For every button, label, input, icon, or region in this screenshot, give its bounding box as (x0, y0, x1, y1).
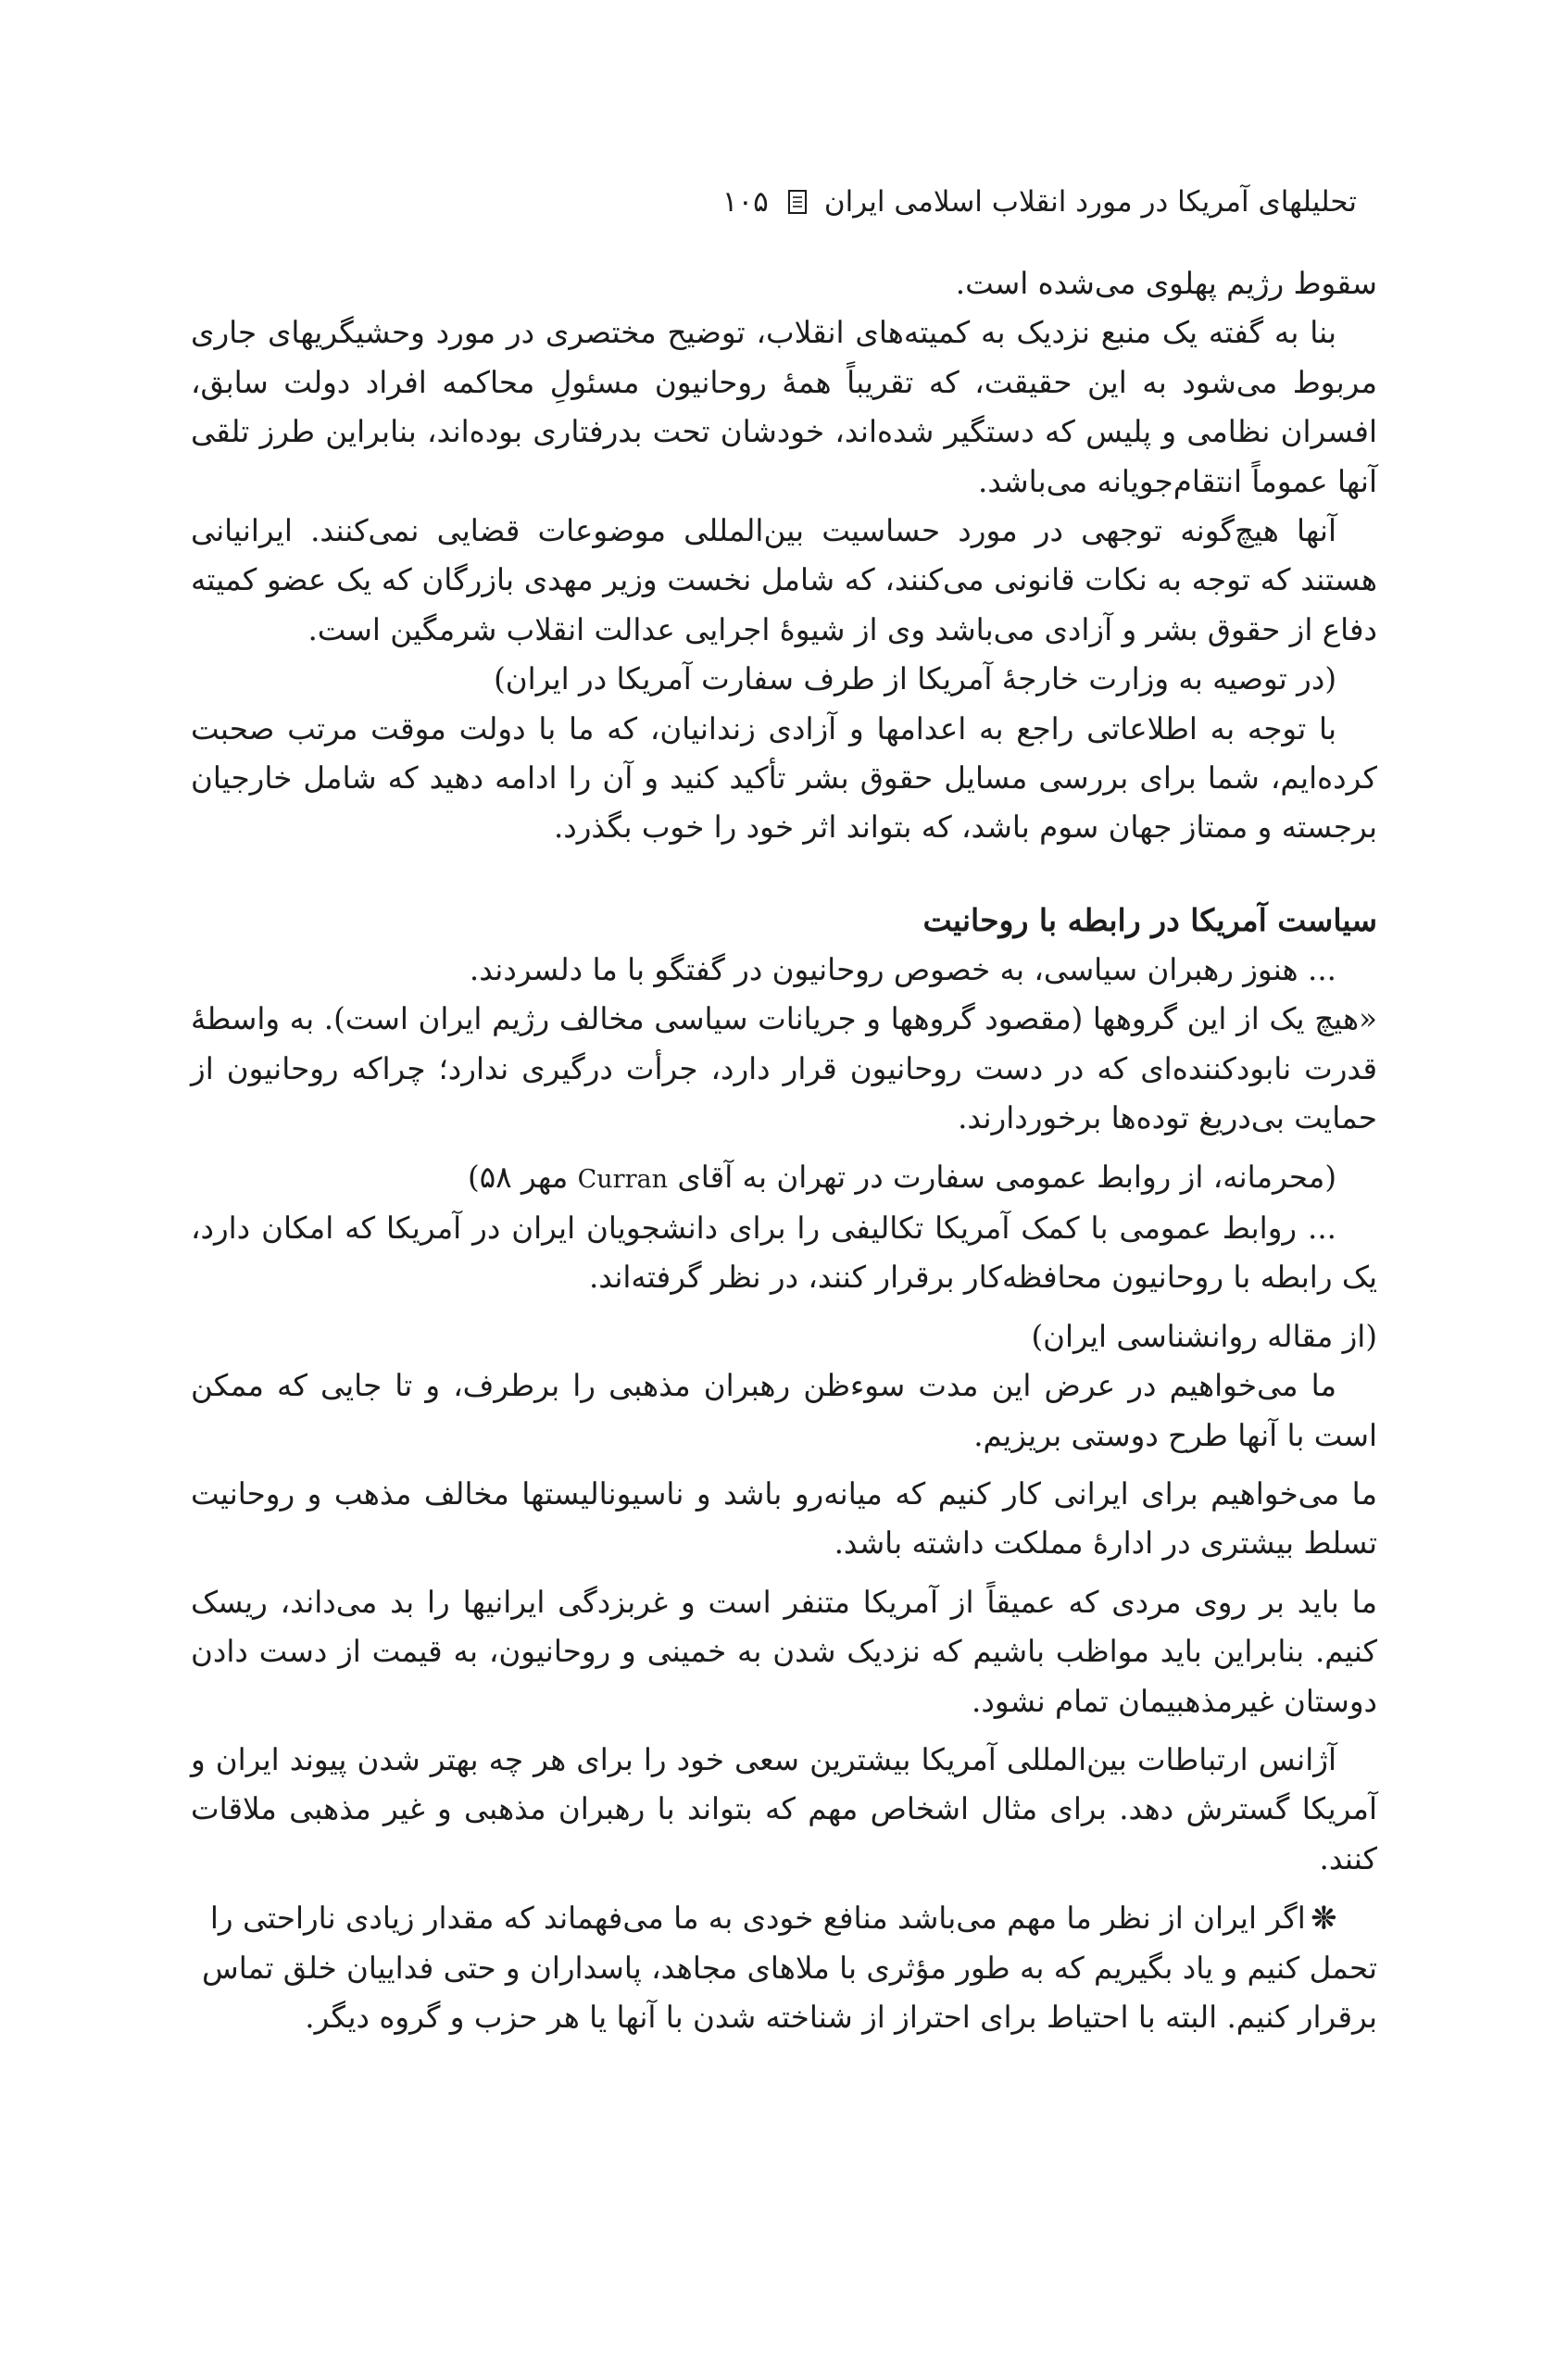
paragraph-risk: ما باید بر روی مردی که عمیقاً از آمریکا متنفر است و غربزدگی ایرانیها را بد می‌داند، ریسک کنیم. بنابراین باید مواظب باشیم که نزدیک شدن به خمینی و روحانیون، به قیمت از دست دادن دوستان غیرمذهبیمان تمام نشود. (191, 1584, 1377, 1719)
paragraph-moderate: ما می‌خواهیم برای ایرانی کار کنیم که میانه‌رو باشد و ناسیونالیستها مخالف مذهب و روحانیت تسلط بیشتری در ادارهٔ مملکت داشته باشد. (191, 1475, 1377, 1562)
paragraph-interests (191, 1893, 1377, 2042)
paragraph-political-leaders: ... هنوز رهبران سیاسی، به خصوص روحانیون در گفتگو با ما دلسردند. (469, 951, 1336, 987)
running-title: تحلیلهای آمریکا در مورد انقلاب اسلامی ایران (823, 185, 1357, 219)
source-note-after: مهر ۵۸) (468, 1159, 569, 1195)
source-note-name: Curran (577, 1164, 668, 1194)
paragraph-judicial-sensitivity: آنها هیچ‌گونه توجهی در مورد حساسیت بین‌المللی موضوعات قضایی نمی‌کنند. ایرانیانی هستند که توجه به نکات قانونی می‌کنند، که شامل نخست وزیر مهدی بازرگان که یک عضو کمیته دفاع از حقوق بشر و آزادی می‌باشد وی از شیوهٔ اجرایی عدالت انقلاب شرمگین است. (191, 513, 1377, 647)
paragraph-interests-text: اگر ایران از نظر ما مهم می‌باشد منافع خودی به ما می‌فهماند که مقدار زیادی ناراحتی را تحمل کنیم و یاد بگیریم که به طور مؤثری با ملاهای مجاهد، پاسداران و حتی فداییان خلق تماس برقرار کنیم. البته با احتیاط برای احتراز از شناخته شدن با آنها یا هر حزب و گروه دیگر. (202, 1901, 1377, 2035)
paragraph-groups-quote: «هیچ یک از این گروهها (مقصود گروهها و جریانات سیاسی مخالف رژیم ایران است). به واسطهٔ قدرت نابودکننده‌ای که در دست روحانیون قرار دارد، جرأت درگیری ندارد؛ چراکه روحانیون از حمایت بی‌دریغ توده‌ها برخوردارند. (191, 1001, 1377, 1136)
book-icon (787, 189, 808, 215)
paragraph-human-rights: با توجه به اطلاعاتی راجع به اعدامها و آزادی زندانیان، که ما با دولت موقت مرتب صحبت کرده‌ایم، شما برای بررسی مسایل حقوق بشر تأکید کنید و آن را ادامه دهید که شامل خارجیان برجسته و ممتاز جهان سوم باشد، که بتواند اثر خود را خوب بگذرد. (191, 710, 1377, 846)
source-note-embassy: (در توصیه به وزارت خارجهٔ آمریکا از طرف سفارت آمریکا در ایران) (494, 661, 1336, 697)
paragraph-public-relations: ... روابط عمومی با کمک آمریکا تکالیفی را برای دانشجویان ایران در آمریکا که امکان دارد، یک رابطه با روحانیون محافظه‌کار برقرار کنند، در نظر گرفته‌اند. (191, 1210, 1377, 1296)
source-note-confidential (191, 1153, 1377, 1204)
section-heading: سیاست آمریکا در رابطه با روحانیت (922, 901, 1377, 938)
paragraph-continuation: سقوط رژیم پهلوی می‌شده است. (955, 266, 1377, 301)
paragraph-suspicion: ما می‌خواهیم در عرض این مدت سوءظن رهبران مذهبی را برطرف، و تا جایی که ممکن است با آنها طرح دوستی بریزیم. (191, 1368, 1377, 1453)
source-note-psychology: (از مقاله روانشناسی ایران) (1031, 1318, 1377, 1354)
source-note-before: (محرمانه، از روابط عمومی سفارت در تهران به آقای (677, 1159, 1336, 1195)
star-mark: ❊ (1311, 1900, 1336, 1937)
paragraph-communication-agency: آژانس ارتباطات بین‌المللی آمریکا بیشترین سعی خود را برای هر چه بهتر شدن پیوند ایران و آمریکا گسترش دهد. برای مثال اشخاص مهم که بتواند با رهبران مذهبی و غیر مذهبی ملاقات کنند. (191, 1741, 1377, 1876)
running-header (211, 183, 1357, 220)
paragraph-revolution-committees: بنا به گفته یک منبع نزدیک به کمیته‌های انقلاب، توضیح مختصری در مورد وحشیگریهای جاری مربوط می‌شود به این حقیقت، که تقریباً همهٔ روحانیون مسئولِ محاکمه افراد دولت سابق، افسران نظامی و پلیس که دستگیر شده‌اند، خودشان تحت بدرفتاری بوده‌اند، بنابراین طرز تلقی آنها عموماً انتقام‌جویانه می‌باشد. (191, 315, 1377, 499)
page-body (191, 259, 1377, 2042)
page-number: ۱۰۵ (721, 185, 769, 219)
